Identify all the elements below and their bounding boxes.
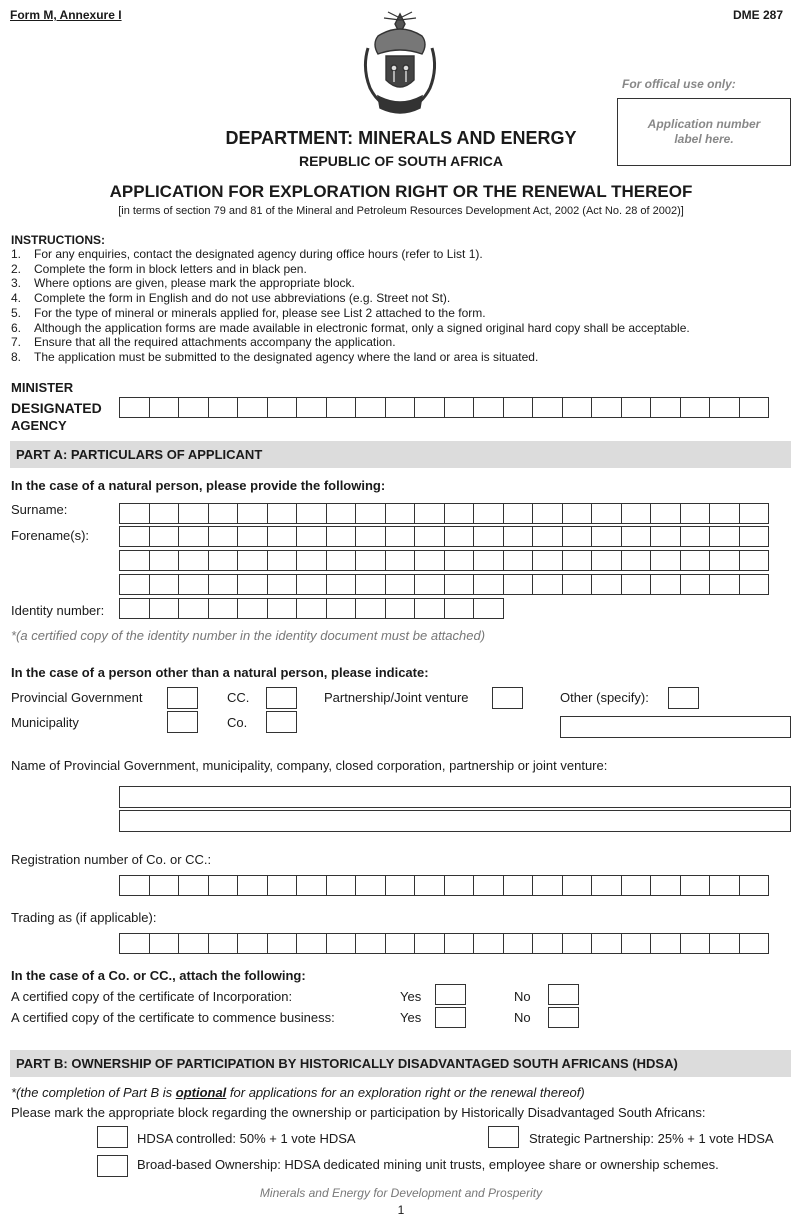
char-cell[interactable] (709, 933, 740, 954)
char-cell[interactable] (326, 933, 357, 954)
char-cell[interactable] (414, 550, 445, 571)
char-cell[interactable] (267, 574, 298, 595)
char-cell[interactable] (591, 550, 622, 571)
char-cell[interactable] (473, 397, 504, 418)
instruction-item: 1. For any enquiries, contact the designated agency during office hours (refer to List 1). (11, 247, 483, 261)
part-a-heading: PART A: PARTICULARS OF APPLICANT (16, 447, 263, 462)
char-cell[interactable] (444, 598, 475, 619)
forenames-label: Forename(s): (11, 528, 90, 543)
identity-label: Identity number: (11, 603, 105, 618)
incorporation-yes-label: Yes (400, 989, 422, 1004)
incorporation-yes-checkbox[interactable] (435, 984, 466, 1005)
part-a-band (10, 441, 791, 468)
char-cell[interactable] (650, 503, 681, 524)
char-cell[interactable] (414, 526, 445, 547)
official-use-label: For offical use only: (622, 77, 736, 91)
char-cell[interactable] (237, 397, 268, 418)
char-cell[interactable] (473, 875, 504, 896)
char-cell[interactable] (267, 550, 298, 571)
hdsa-controlled-label: HDSA controlled: 50% + 1 vote HDSA (137, 1131, 356, 1146)
form-reference: Form M, Annexure I (10, 8, 122, 22)
char-cell[interactable] (621, 397, 652, 418)
char-cell[interactable] (178, 550, 209, 571)
char-cell[interactable] (385, 550, 416, 571)
char-cell[interactable] (503, 875, 534, 896)
char-cell[interactable] (414, 503, 445, 524)
char-cell[interactable] (562, 574, 593, 595)
char-cell[interactable] (296, 875, 327, 896)
coat-of-arms-icon (358, 8, 442, 118)
char-cell[interactable] (178, 875, 209, 896)
provincial-label: Provincial Government (11, 690, 143, 705)
char-cell[interactable] (237, 574, 268, 595)
char-cell[interactable] (119, 397, 150, 418)
char-cell[interactable] (385, 503, 416, 524)
trading-label: Trading as (if applicable): (11, 910, 157, 925)
char-cell[interactable] (680, 397, 711, 418)
commence-label: A certified copy of the certificate to commence business: (11, 1010, 335, 1025)
char-cell[interactable] (532, 503, 563, 524)
page-number: 1 (397, 1203, 405, 1217)
char-cell[interactable] (473, 598, 504, 619)
char-cell[interactable] (119, 574, 150, 595)
instruction-item: 7. Ensure that all the required attachments accompany the application. (11, 335, 396, 350)
char-cell[interactable] (267, 933, 298, 954)
char-cell[interactable] (591, 503, 622, 524)
other-checkbox[interactable] (668, 687, 699, 709)
department-title: DEPARTMENT: MINERALS AND ENERGY (225, 128, 577, 148)
char-cell[interactable] (237, 875, 268, 896)
char-cell[interactable] (621, 503, 652, 524)
instructions-heading: INSTRUCTIONS: (11, 233, 105, 247)
char-cell[interactable] (178, 598, 209, 619)
char-cell[interactable] (444, 550, 475, 571)
char-cell[interactable] (680, 574, 711, 595)
char-cell[interactable] (326, 598, 357, 619)
char-cell[interactable] (650, 397, 681, 418)
char-cell[interactable] (385, 574, 416, 595)
char-cell[interactable] (355, 933, 386, 954)
char-cell[interactable] (385, 875, 416, 896)
char-cell[interactable] (267, 598, 298, 619)
char-cell[interactable] (414, 397, 445, 418)
char-cell[interactable] (208, 503, 239, 524)
char-cell[interactable] (562, 503, 593, 524)
char-cell[interactable] (208, 526, 239, 547)
char-cell[interactable] (680, 933, 711, 954)
char-cell[interactable] (473, 550, 504, 571)
co-checkbox[interactable] (266, 711, 297, 733)
identity-note: *(a certified copy of the identity number in the identity document must be attached) (11, 628, 486, 643)
surname-label: Surname: (11, 502, 68, 517)
char-cell[interactable] (709, 875, 740, 896)
char-cell[interactable] (739, 875, 770, 896)
char-cell[interactable] (591, 875, 622, 896)
agency-grid[interactable] (119, 397, 769, 418)
char-cell[interactable] (178, 503, 209, 524)
char-cell[interactable] (621, 574, 652, 595)
char-cell[interactable] (680, 550, 711, 571)
instruction-item: 2. Complete the form in block letters and in black pen. (11, 261, 307, 276)
char-cell[interactable] (591, 397, 622, 418)
instruction-item: 4. Complete the form in English and do not use abbreviations (e.g. Street not St). (11, 291, 451, 306)
char-cell[interactable] (562, 526, 593, 547)
char-cell[interactable] (385, 526, 416, 547)
char-cell[interactable] (591, 933, 622, 954)
other-specify-field[interactable] (560, 716, 791, 738)
name-label: Name of Provincial Government, municipality, company, closed corporation, partnership or joint venture: (11, 758, 608, 773)
cc-checkbox[interactable] (266, 687, 297, 709)
registration-label: Registration number of Co. or CC.: (11, 852, 212, 867)
char-cell[interactable] (119, 598, 150, 619)
char-cell[interactable] (650, 875, 681, 896)
partnership-label: Partnership/Joint venture (324, 690, 469, 705)
republic-title: REPUBLIC OF SOUTH AFRICA (298, 153, 504, 169)
partnership-checkbox[interactable] (492, 687, 523, 709)
instruction-item: 8. The application must be submitted to the designated agency where the land or area is situated. (11, 349, 539, 364)
char-cell[interactable] (503, 397, 534, 418)
incorporation-no-label: No (514, 989, 531, 1004)
instruction-item: 3. Where options are given, please mark the appropriate block. (11, 276, 355, 291)
char-cell[interactable] (621, 875, 652, 896)
char-cell[interactable] (709, 574, 740, 595)
minister-label: MINISTER (11, 380, 74, 395)
char-cell[interactable] (355, 397, 386, 418)
official-box-text: Application number label here. (647, 117, 761, 146)
char-cell[interactable] (503, 503, 534, 524)
char-cell[interactable] (237, 598, 268, 619)
char-cell[interactable] (355, 875, 386, 896)
char-cell[interactable] (650, 933, 681, 954)
instructions-list (11, 247, 690, 365)
forenames-grid[interactable] (119, 550, 769, 571)
char-cell[interactable] (591, 526, 622, 547)
char-cell[interactable] (208, 933, 239, 954)
char-cell[interactable] (739, 526, 770, 547)
char-cell[interactable] (739, 550, 770, 571)
char-cell[interactable] (444, 503, 475, 524)
identity-grid[interactable] (119, 598, 504, 619)
char-cell[interactable] (709, 397, 740, 418)
char-cell[interactable] (503, 550, 534, 571)
incorporation-no-checkbox[interactable] (548, 984, 579, 1005)
registration-grid[interactable] (119, 875, 769, 896)
char-cell[interactable] (178, 526, 209, 547)
char-cell[interactable] (739, 933, 770, 954)
char-cell[interactable] (355, 574, 386, 595)
char-cell[interactable] (621, 550, 652, 571)
part-b-heading: PART B: OWNERSHIP OF PARTICIPATION BY HISTORICALLY DISADVANTAGED SOUTH AFRICANS (HDSA) (16, 1056, 678, 1071)
char-cell[interactable] (267, 397, 298, 418)
char-cell[interactable] (562, 397, 593, 418)
provincial-checkbox[interactable] (167, 687, 198, 709)
form-subtitle: [in terms of section 79 and 81 of the Mineral and Petroleum Resources Development Act, 2002 (Act No. 28 of 2002)] (118, 205, 684, 217)
char-cell[interactable] (119, 875, 150, 896)
char-cell[interactable] (119, 933, 150, 954)
char-cell[interactable] (355, 598, 386, 619)
char-cell[interactable] (208, 574, 239, 595)
forenames-grid[interactable] (119, 574, 769, 595)
municipality-checkbox[interactable] (167, 711, 198, 733)
char-cell[interactable] (532, 574, 563, 595)
char-cell[interactable] (562, 875, 593, 896)
char-cell[interactable] (739, 574, 770, 595)
char-cell[interactable] (119, 526, 150, 547)
surname-grid[interactable] (119, 503, 769, 524)
name-field[interactable] (119, 810, 791, 832)
part-b-instruction: Please mark the appropriate block regarding the ownership or participation by Historically Disadvantaged South Africans: (11, 1105, 706, 1120)
municipality-label: Municipality (11, 715, 79, 730)
char-cell[interactable] (267, 875, 298, 896)
char-cell[interactable] (650, 574, 681, 595)
char-cell[interactable] (709, 503, 740, 524)
char-cell[interactable] (385, 598, 416, 619)
char-cell[interactable] (149, 933, 180, 954)
char-cell[interactable] (562, 933, 593, 954)
char-cell[interactable] (532, 550, 563, 571)
char-cell[interactable] (414, 933, 445, 954)
char-cell[interactable] (473, 526, 504, 547)
char-cell[interactable] (296, 550, 327, 571)
char-cell[interactable] (680, 503, 711, 524)
char-cell[interactable] (296, 933, 327, 954)
char-cell[interactable] (267, 526, 298, 547)
char-cell[interactable] (149, 574, 180, 595)
char-cell[interactable] (355, 526, 386, 547)
char-cell[interactable] (296, 526, 327, 547)
char-cell[interactable] (237, 550, 268, 571)
strategic-partnership-label: Strategic Partnership: 25% + 1 vote HDSA (529, 1131, 774, 1146)
char-cell[interactable] (591, 574, 622, 595)
char-cell[interactable] (326, 875, 357, 896)
char-cell[interactable] (444, 875, 475, 896)
char-cell[interactable] (473, 933, 504, 954)
char-cell[interactable] (237, 503, 268, 524)
char-cell[interactable] (208, 598, 239, 619)
char-cell[interactable] (532, 397, 563, 418)
co-label: Co. (227, 715, 248, 730)
char-cell[interactable] (326, 550, 357, 571)
char-cell[interactable] (503, 933, 534, 954)
incorporation-label: A certified copy of the certificate of Incorporation: (11, 989, 293, 1004)
char-cell[interactable] (178, 397, 209, 418)
char-cell[interactable] (208, 875, 239, 896)
char-cell[interactable] (444, 397, 475, 418)
hdsa-controlled-checkbox[interactable] (97, 1126, 128, 1148)
footer-slogan: Minerals and Energy for Development and Prosperity (259, 1186, 543, 1200)
char-cell[interactable] (296, 397, 327, 418)
part-b-band (10, 1050, 791, 1077)
commence-no-checkbox[interactable] (548, 1007, 579, 1028)
char-cell[interactable] (709, 526, 740, 547)
char-cell[interactable] (709, 550, 740, 571)
char-cell[interactable] (178, 933, 209, 954)
char-cell[interactable] (414, 574, 445, 595)
designated-label: DESIGNATED (11, 400, 102, 416)
char-cell[interactable] (326, 397, 357, 418)
char-cell[interactable] (149, 526, 180, 547)
char-cell[interactable] (680, 875, 711, 896)
char-cell[interactable] (621, 933, 652, 954)
instruction-item: 6. Although the application forms are made available in electronic format, only a signed original hard copy shall be acceptable. (11, 320, 690, 335)
char-cell[interactable] (385, 397, 416, 418)
commence-yes-label: Yes (400, 1010, 422, 1025)
char-cell[interactable] (296, 574, 327, 595)
char-cell[interactable] (680, 526, 711, 547)
char-cell[interactable] (739, 397, 770, 418)
char-cell[interactable] (473, 574, 504, 595)
char-cell[interactable] (326, 574, 357, 595)
instruction-item: 5. For the type of mineral or minerals applied for, please see List 2 attached to the form. (11, 305, 486, 320)
char-cell[interactable] (208, 550, 239, 571)
char-cell[interactable] (532, 526, 563, 547)
other-specify-label: Other (specify): (560, 690, 649, 705)
char-cell[interactable] (532, 875, 563, 896)
char-cell[interactable] (119, 550, 150, 571)
char-cell[interactable] (237, 933, 268, 954)
char-cell[interactable] (503, 574, 534, 595)
char-cell[interactable] (149, 397, 180, 418)
char-cell[interactable] (650, 550, 681, 571)
char-cell[interactable] (237, 526, 268, 547)
natural-person-heading: In the case of a natural person, please provide the following: (11, 478, 386, 493)
char-cell[interactable] (532, 933, 563, 954)
char-cell[interactable] (149, 503, 180, 524)
char-cell[interactable] (355, 503, 386, 524)
char-cell[interactable] (444, 574, 475, 595)
char-cell[interactable] (444, 526, 475, 547)
forenames-grid[interactable] (119, 526, 769, 547)
agency-label: AGENCY (11, 418, 67, 433)
char-cell[interactable] (267, 503, 298, 524)
char-cell[interactable] (149, 598, 180, 619)
char-cell[interactable] (621, 526, 652, 547)
char-cell[interactable] (414, 875, 445, 896)
char-cell[interactable] (503, 526, 534, 547)
char-cell[interactable] (739, 503, 770, 524)
form-title: APPLICATION FOR EXPLORATION RIGHT OR THE RENEWAL THEREOF (109, 182, 693, 201)
char-cell[interactable] (326, 526, 357, 547)
broad-based-checkbox[interactable] (97, 1155, 128, 1177)
name-field[interactable] (119, 786, 791, 808)
char-cell[interactable] (326, 503, 357, 524)
char-cell[interactable] (296, 503, 327, 524)
cc-label: CC. (227, 690, 250, 705)
commence-yes-checkbox[interactable] (435, 1007, 466, 1028)
broad-based-label: Broad-based Ownership: HDSA dedicated mining unit trusts, employee share or ownership schemes. (137, 1157, 719, 1172)
char-cell[interactable] (178, 574, 209, 595)
char-cell[interactable] (208, 397, 239, 418)
trading-grid[interactable] (119, 933, 769, 954)
char-cell[interactable] (650, 526, 681, 547)
strategic-partnership-checkbox[interactable] (488, 1126, 519, 1148)
char-cell[interactable] (296, 598, 327, 619)
char-cell[interactable] (562, 550, 593, 571)
char-cell[interactable] (149, 875, 180, 896)
char-cell[interactable] (355, 550, 386, 571)
char-cell[interactable] (414, 598, 445, 619)
commence-no-label: No (514, 1010, 531, 1025)
char-cell[interactable] (473, 503, 504, 524)
char-cell[interactable] (385, 933, 416, 954)
char-cell[interactable] (119, 503, 150, 524)
attach-heading: In the case of a Co. or CC., attach the following: (11, 968, 306, 983)
part-b-note: *(the completion of Part B is optional for applications for an exploration right or the renewal thereof) (11, 1085, 585, 1100)
other-person-heading: In the case of a person other than a natural person, please indicate: (11, 665, 429, 680)
char-cell[interactable] (149, 550, 180, 571)
char-cell[interactable] (444, 933, 475, 954)
form-code: DME 287 (733, 8, 784, 22)
